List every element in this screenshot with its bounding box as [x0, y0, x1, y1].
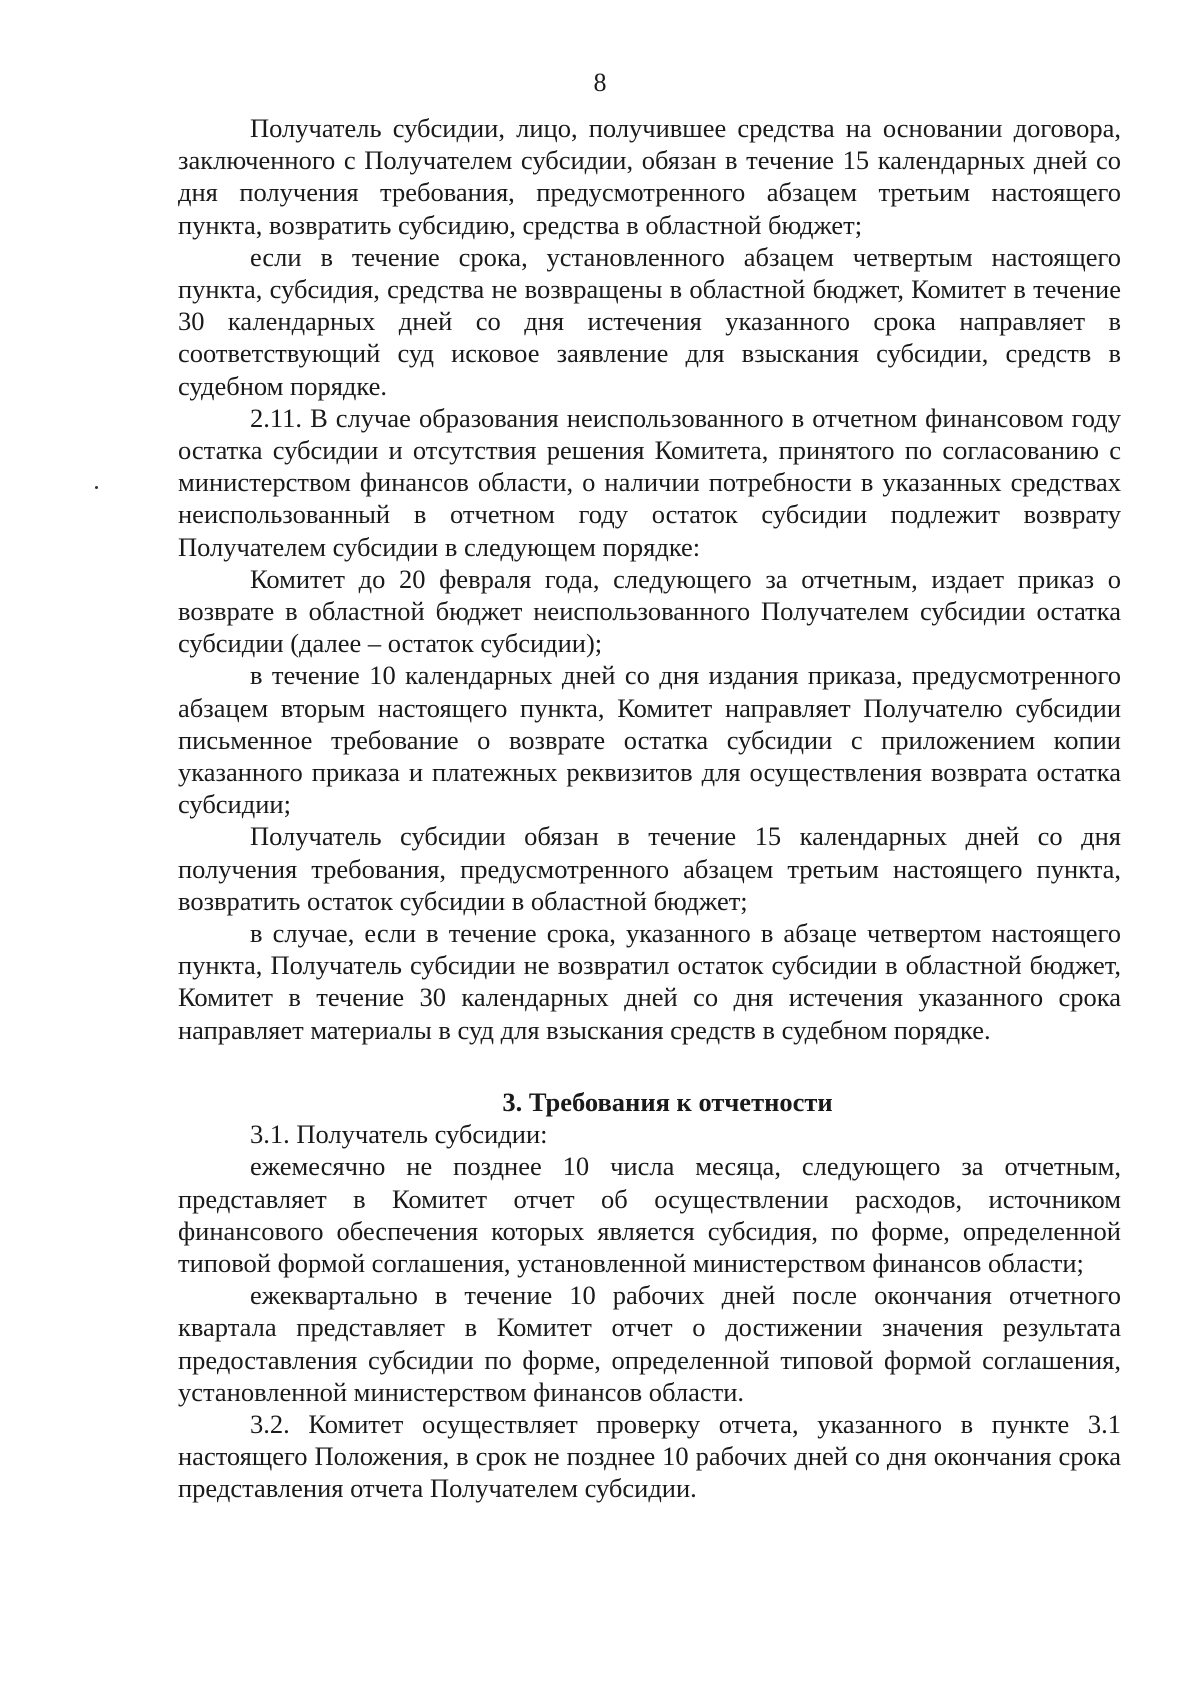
paragraph-3-2: 3.2. Комитет осуществляет проверку отчета, указанного в пункте 3.1 настоящего Положения, в срок не позднее 10 рабочих дней со дня окончания срока представления отчета Получателем субсидии.	[178, 1408, 1121, 1504]
page-number: 8	[593, 68, 607, 97]
section-heading: 3. Требования к отчетности	[502, 1086, 833, 1117]
paragraph-3-1: 3.1. Получатель субсидии:	[250, 1119, 548, 1150]
paragraph: ежеквартально в течение 10 рабочих дней после окончания отчетного квартала представляет в Комитет отчет о достижении значения результата предоставления субсидии по форме, определенной типовой формой соглашения, установленной министерством финансов области.	[178, 1280, 1121, 1407]
paragraph: в случае, если в течение срока, указанного в абзаце четвертом настоящего пункта, Получатель субсидии не возвратил остаток субсидии в областной бюджет, Комитет в течение 30 календарных дней со дня истечения указанного срока направляет материалы в суд для взыскания средств в судебном порядке.	[178, 918, 1121, 1045]
document-body	[178, 112, 1121, 1505]
paragraph: Получатель субсидии обязан в течение 15 календарных дней со дня получения требования, предусмотренного абзацем третьим настоящего пункта, возвратить остаток субсидии в областной бюджет;	[178, 821, 1121, 916]
paragraph: Комитет до 20 февраля года, следующего за отчетным, издает приказ о возврате в областной бюджет неиспользованного Получателем субсидии остатка субсидии (далее – остаток субсидии);	[178, 563, 1121, 659]
paragraph: ежемесячно не позднее 10 числа месяца, следующего за отчетным, представляет в Комитет отчет об осуществлении расходов, источником финансового обеспечения которых является субсидия, по форме, определенной типовой формой соглашения, установленной министерством финансов области;	[178, 1151, 1121, 1278]
paragraph-2-11: 2.11. В случае образования неиспользованного в отчетном финансовом году остатка субсидии и отсутствия решения Комитета, принятого по согласованию с министерством финансов области, о наличии потребности в указанных средствах неиспользованный в отчетном году остаток субсидии подлежит возврату Получателем субсидии в следующем порядке:	[178, 402, 1121, 562]
paragraph: если в течение срока, установленного абзацем четвертым настоящего пункта, субсидия, средства не возвращены в областной бюджет, Комитет в течение 30 календарных дней со дня истечения указанного срока направляет в соответствующий суд исковое заявление для взыскания субсидии, средств в судебном порядке.	[178, 241, 1121, 401]
paragraph: Получатель субсидии, лицо, получившее средства на основании договора, заключенного с Получателем субсидии, обязан в течение 15 календарных дней со дня получения требования, предусмотренного абзацем третьим настоящего пункта, возвратить субсидию, средства в областной бюджет;	[178, 113, 1121, 240]
scan-speck	[95, 486, 98, 489]
paragraph: в течение 10 календарных дней со дня издания приказа, предусмотренного абзацем вторым настоящего пункта, Комитет направляет Получателю субсидии письменное требование о возврате остатка субсидии с приложением копии указанного приказа и платежных реквизитов для осуществления возврата остатка субсидии;	[178, 660, 1121, 820]
